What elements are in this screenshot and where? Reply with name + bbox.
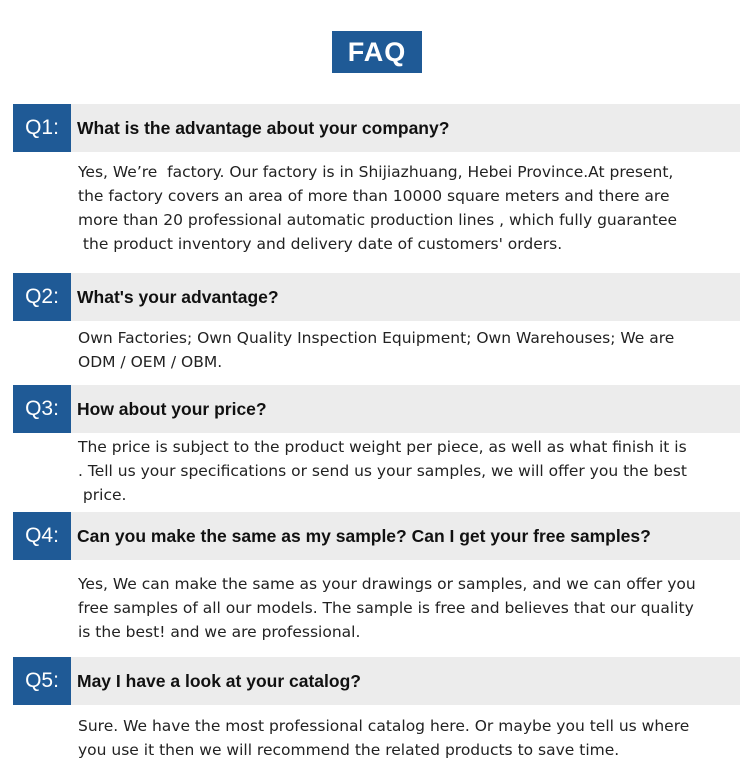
faq-item-2 — [13, 273, 740, 371]
question-number: Q2: — [13, 273, 71, 321]
question-bar — [13, 657, 740, 705]
faq-item-5 — [13, 657, 740, 759]
question-text: What is the advantage about your company? — [77, 117, 450, 138]
faq-item-1 — [13, 104, 740, 253]
answer-line: you use it then we will recommend the related products to save time. — [78, 741, 620, 759]
answer-line: free samples of all our models. The sample is free and believes that our quality — [78, 599, 694, 617]
answer-text — [78, 435, 743, 507]
question-text: What's your advantage? — [77, 286, 279, 307]
answer-line: the factory covers an area of more than 10000 square meters and there are — [78, 187, 670, 205]
question-number: Q1: — [13, 104, 71, 152]
faq-item-3 — [13, 385, 740, 504]
answer-text — [78, 572, 743, 644]
answer-text — [78, 714, 743, 762]
faq-title: FAQ — [332, 31, 422, 73]
question-text: How about your price? — [77, 398, 267, 419]
question-number: Q4: — [13, 512, 71, 560]
question-number: Q5: — [13, 657, 71, 705]
answer-text — [78, 160, 743, 256]
answer-line: more than 20 professional automatic production lines , which fully guarantee — [78, 211, 678, 229]
answer-line: . Tell us your specifications or send us your samples, we will offer you the best — [78, 462, 687, 480]
question-text: Can you make the same as my sample? Can I get your free samples? — [77, 525, 651, 546]
answer-line: The price is subject to the product weight per piece, as well as what finish it is — [78, 438, 687, 456]
answer-line: Yes, We can make the same as your drawings or samples, and we can offer you — [78, 575, 696, 593]
question-bar — [13, 273, 740, 321]
answer-line: Sure. We have the most professional catalog here. Or maybe you tell us where — [78, 717, 690, 735]
answer-text — [78, 326, 743, 374]
answer-line: price. — [78, 486, 127, 504]
question-bar — [13, 385, 740, 433]
answer-line: Yes, We’re factory. Our factory is in Shijiazhuang, Hebei Province.At present, — [78, 163, 674, 181]
answer-line: Own Factories; Own Quality Inspection Equipment; Own Warehouses; We are — [78, 329, 675, 347]
faq-item-4 — [13, 512, 740, 641]
answer-line: the product inventory and delivery date of customers' orders. — [78, 235, 563, 253]
answer-line: is the best! and we are professional. — [78, 623, 361, 641]
answer-line: ODM / OEM / OBM. — [78, 353, 223, 371]
question-bar — [13, 512, 740, 560]
question-number: Q3: — [13, 385, 71, 433]
question-text: May I have a look at your catalog? — [77, 670, 361, 691]
question-bar — [13, 104, 740, 152]
